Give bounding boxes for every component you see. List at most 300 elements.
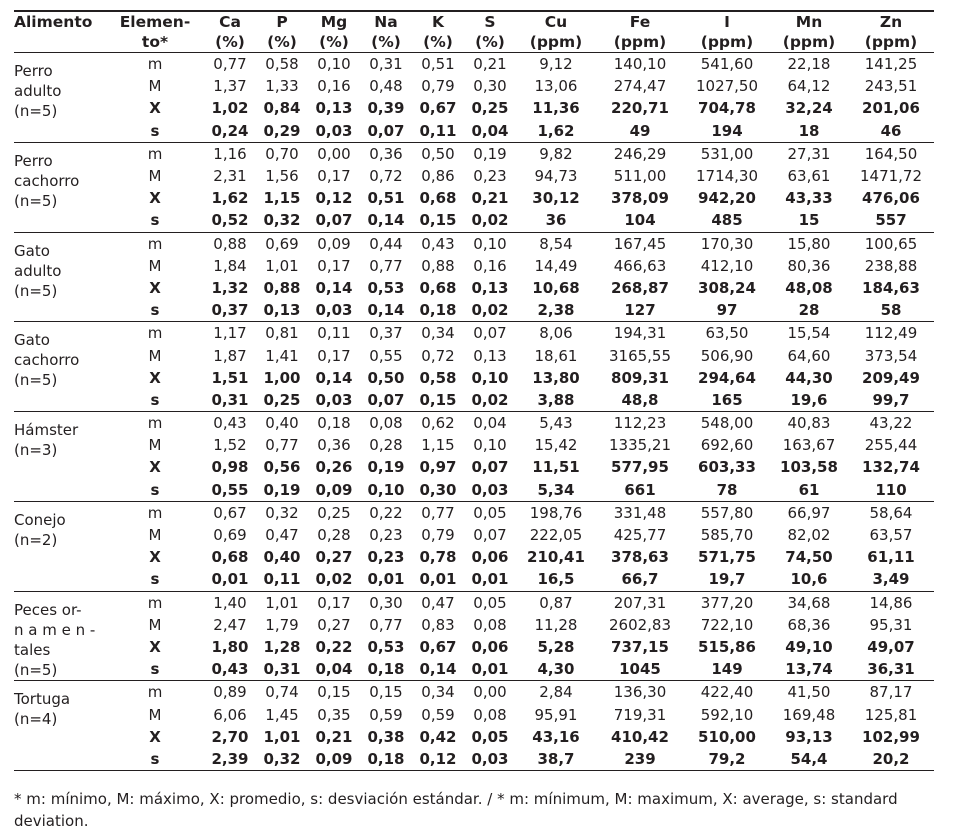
value-cell-na: 0,38 xyxy=(367,727,405,746)
value-cell-mn: 66,97 xyxy=(787,503,831,522)
value-cell-mg: 0,26 xyxy=(315,458,353,477)
value-cell-na: 0,53 xyxy=(367,278,405,297)
value-cell-fe: 220,71 xyxy=(611,99,669,118)
value-cell-k: 0,18 xyxy=(419,301,457,320)
value-cell-zn: 255,44 xyxy=(864,436,918,455)
value-cell-s: 0,04 xyxy=(471,121,509,140)
value-cell-i: 557,80 xyxy=(700,503,754,522)
value-cell-p: 1,56 xyxy=(265,167,299,186)
value-cell-cu: 38,7 xyxy=(537,749,575,768)
value-cell-mg: 0,15 xyxy=(317,683,351,702)
value-cell-k: 0,79 xyxy=(421,77,455,96)
value-cell-s: 0,07 xyxy=(471,458,509,477)
value-cell-s: 0,10 xyxy=(473,436,507,455)
value-cell-ca: 2,31 xyxy=(213,167,247,186)
value-cell-ca: 0,37 xyxy=(211,301,249,320)
table-row xyxy=(14,568,934,591)
value-cell-s: 0,19 xyxy=(473,144,507,163)
value-cell-s: 0,04 xyxy=(473,414,507,433)
value-cell-ca: 0,43 xyxy=(213,414,247,433)
food-name-line: Peces or- xyxy=(14,600,82,619)
value-cell-mg: 0,09 xyxy=(315,749,353,768)
value-cell-ca: 0,55 xyxy=(211,480,249,499)
value-cell-mn: 15 xyxy=(798,211,820,230)
value-cell-i: 294,64 xyxy=(698,368,756,387)
value-cell-na: 0,08 xyxy=(369,414,403,433)
value-cell-cu: 1,62 xyxy=(537,121,575,140)
value-cell-mg: 0,02 xyxy=(315,570,353,589)
element-cell: s xyxy=(150,660,160,679)
value-cell-s: 0,06 xyxy=(471,637,509,656)
value-cell-s: 0,07 xyxy=(473,324,507,343)
value-cell-s: 0,07 xyxy=(473,526,507,545)
value-cell-s: 0,05 xyxy=(473,593,507,612)
element-cell: M xyxy=(148,77,162,96)
value-cell-cu: 2,84 xyxy=(539,683,573,702)
value-cell-mg: 0,21 xyxy=(315,727,353,746)
value-cell-s: 0,00 xyxy=(473,683,507,702)
value-cell-k: 0,30 xyxy=(419,480,457,499)
value-cell-fe: 809,31 xyxy=(611,368,669,387)
value-cell-zn: 201,06 xyxy=(862,99,920,118)
element-cell: m xyxy=(147,234,163,253)
value-cell-p: 0,74 xyxy=(265,683,299,702)
value-cell-i: 1027,50 xyxy=(695,77,759,96)
value-cell-cu: 18,61 xyxy=(534,346,578,365)
value-cell-s: 0,05 xyxy=(471,727,509,746)
value-cell-cu: 11,51 xyxy=(532,458,580,477)
value-cell-mg: 0,04 xyxy=(315,660,353,679)
value-cell-na: 0,14 xyxy=(367,211,405,230)
value-cell-cu: 5,34 xyxy=(537,480,575,499)
element-cell: M xyxy=(148,346,162,365)
value-cell-fe: 207,31 xyxy=(613,593,667,612)
element-cell: m xyxy=(147,55,163,74)
food-name-line: (n=5) xyxy=(14,102,58,120)
value-cell-s: 0,21 xyxy=(473,55,507,74)
food-name-line: tales xyxy=(14,640,51,659)
table-row xyxy=(14,412,934,435)
table-row xyxy=(14,636,934,658)
value-cell-k: 0,72 xyxy=(421,346,455,365)
value-cell-cu: 5,28 xyxy=(537,637,575,656)
value-cell-na: 0,59 xyxy=(369,705,403,724)
value-cell-zn: 1471,72 xyxy=(859,167,923,186)
table-row xyxy=(14,389,934,412)
table-row xyxy=(14,703,934,725)
value-cell-fe: 167,45 xyxy=(613,234,667,253)
value-cell-cu: 3,88 xyxy=(537,390,575,409)
value-cell-p: 1,41 xyxy=(265,346,299,365)
value-cell-ca: 1,16 xyxy=(213,144,247,163)
value-cell-ca: 0,77 xyxy=(213,55,247,74)
value-cell-mn: 10,6 xyxy=(790,570,828,589)
element-cell: s xyxy=(150,301,160,320)
value-cell-cu: 9,82 xyxy=(539,144,573,163)
value-cell-cu: 10,68 xyxy=(532,278,580,297)
value-cell-cu: 198,76 xyxy=(529,503,583,522)
value-cell-ca: 1,62 xyxy=(211,189,249,208)
value-cell-fe: 246,29 xyxy=(613,144,667,163)
element-cell: m xyxy=(147,324,163,343)
value-cell-mn: 54,4 xyxy=(790,749,828,768)
value-cell-mg: 0,00 xyxy=(317,144,351,163)
value-cell-zn: 141,25 xyxy=(864,55,918,74)
element-cell: M xyxy=(148,705,162,724)
element-cell: X xyxy=(149,99,161,118)
value-cell-s: 0,03 xyxy=(471,480,509,499)
table-row xyxy=(14,120,934,143)
header-food: Alimento xyxy=(14,13,93,31)
value-cell-k: 0,83 xyxy=(421,615,455,634)
value-cell-mn: 48,08 xyxy=(785,278,833,297)
value-cell-k: 0,86 xyxy=(421,167,455,186)
value-cell-mn: 28 xyxy=(798,301,820,320)
value-cell-cu: 2,38 xyxy=(537,301,575,320)
value-cell-ca: 1,40 xyxy=(213,593,247,612)
value-cell-s: 0,05 xyxy=(473,503,507,522)
value-cell-fe: 425,77 xyxy=(613,526,667,545)
food-name-line: Perro xyxy=(14,62,53,80)
value-cell-mg: 0,35 xyxy=(317,705,351,724)
value-cell-p: 0,56 xyxy=(263,458,301,477)
value-cell-mg: 0,17 xyxy=(317,593,351,612)
value-cell-s: 0,13 xyxy=(471,278,509,297)
table-row xyxy=(14,726,934,748)
value-cell-cu: 0,87 xyxy=(539,593,573,612)
value-cell-zn: 87,17 xyxy=(869,683,913,702)
value-cell-mn: 34,68 xyxy=(787,593,831,612)
value-cell-mg: 0,16 xyxy=(317,77,351,96)
value-cell-ca: 0,43 xyxy=(211,660,249,679)
table-row xyxy=(14,681,934,704)
value-cell-mg: 0,09 xyxy=(315,480,353,499)
value-cell-i: 412,10 xyxy=(700,256,754,275)
value-cell-i: 78 xyxy=(716,480,738,499)
table-body xyxy=(14,53,934,771)
value-cell-k: 0,77 xyxy=(421,503,455,522)
value-cell-fe: 112,23 xyxy=(613,414,667,433)
value-cell-cu: 5,43 xyxy=(539,414,573,433)
table-row xyxy=(14,232,934,255)
table-row xyxy=(14,53,934,76)
food-name-line: Gato xyxy=(14,331,50,350)
value-cell-k: 0,15 xyxy=(419,211,457,230)
value-cell-k: 0,01 xyxy=(419,570,457,589)
value-cell-ca: 1,84 xyxy=(213,256,247,275)
value-cell-s: 0,02 xyxy=(471,301,509,320)
value-cell-na: 0,39 xyxy=(367,99,405,118)
element-cell: s xyxy=(150,480,160,499)
value-cell-na: 0,18 xyxy=(367,660,405,679)
food-name-line: Tortuga xyxy=(14,690,71,709)
value-cell-ca: 1,02 xyxy=(211,99,249,118)
value-cell-mg: 0,22 xyxy=(315,637,353,656)
value-cell-ca: 0,68 xyxy=(211,548,249,567)
value-cell-cu: 95,91 xyxy=(534,705,578,724)
element-cell: m xyxy=(147,593,163,612)
value-cell-p: 1,01 xyxy=(263,727,301,746)
value-cell-p: 0,58 xyxy=(265,55,299,74)
value-cell-zn: 132,74 xyxy=(862,458,920,477)
table-row xyxy=(14,614,934,636)
value-cell-na: 0,77 xyxy=(369,256,403,275)
value-cell-zn: 373,54 xyxy=(864,346,918,365)
table-row xyxy=(14,546,934,568)
value-cell-cu: 13,06 xyxy=(534,77,578,96)
value-cell-zn: 557 xyxy=(875,211,907,230)
value-cell-fe: 410,42 xyxy=(611,727,669,746)
value-cell-i: 63,50 xyxy=(705,324,749,343)
mineral-table-container xyxy=(14,10,934,771)
value-cell-mn: 68,36 xyxy=(787,615,831,634)
value-cell-mn: 61 xyxy=(798,480,820,499)
value-cell-p: 1,01 xyxy=(265,593,299,612)
value-cell-na: 0,23 xyxy=(369,526,403,545)
element-cell: M xyxy=(148,256,162,275)
value-cell-i: 485 xyxy=(711,211,743,230)
element-cell: s xyxy=(150,211,160,230)
food-name-cell xyxy=(14,322,106,412)
value-cell-i: 19,7 xyxy=(708,570,746,589)
value-cell-zn: 95,31 xyxy=(869,615,913,634)
value-cell-mg: 0,14 xyxy=(315,278,353,297)
value-cell-mn: 163,67 xyxy=(782,436,836,455)
food-name-line: (n=5) xyxy=(14,281,58,300)
value-cell-mn: 64,60 xyxy=(787,346,831,365)
element-cell: X xyxy=(149,458,161,477)
value-cell-s: 0,23 xyxy=(473,167,507,186)
value-cell-mn: 13,74 xyxy=(785,660,833,679)
value-cell-fe: 66,7 xyxy=(621,570,659,589)
value-cell-k: 0,12 xyxy=(419,749,457,768)
food-name-line: Perro xyxy=(14,151,53,170)
table-row xyxy=(14,367,934,389)
table-row xyxy=(14,344,934,366)
value-cell-p: 1,00 xyxy=(263,368,301,387)
value-cell-na: 0,44 xyxy=(369,234,403,253)
value-cell-ca: 0,52 xyxy=(211,211,249,230)
table-row xyxy=(14,479,934,502)
value-cell-na: 0,53 xyxy=(367,637,405,656)
food-name-line: (n=5) xyxy=(14,191,58,210)
value-cell-ca: 1,32 xyxy=(211,278,249,297)
value-cell-ca: 0,24 xyxy=(211,121,249,140)
value-cell-mg: 0,11 xyxy=(317,324,351,343)
value-cell-p: 0,88 xyxy=(263,278,301,297)
value-cell-ca: 1,87 xyxy=(213,346,247,365)
value-cell-fe: 331,48 xyxy=(613,503,667,522)
value-cell-na: 0,48 xyxy=(369,77,403,96)
value-cell-s: 0,08 xyxy=(473,705,507,724)
value-cell-cu: 16,5 xyxy=(537,570,575,589)
value-cell-i: 515,86 xyxy=(698,637,756,656)
value-cell-i: 592,10 xyxy=(700,705,754,724)
value-cell-fe: 268,87 xyxy=(611,278,669,297)
element-cell: m xyxy=(147,683,163,702)
value-cell-fe: 194,31 xyxy=(613,324,667,343)
value-cell-mg: 0,27 xyxy=(317,615,351,634)
value-cell-p: 0,69 xyxy=(265,234,299,253)
element-cell: s xyxy=(150,749,160,768)
value-cell-zn: 209,49 xyxy=(862,368,920,387)
value-cell-mg: 0,14 xyxy=(315,368,353,387)
value-cell-k: 0,42 xyxy=(419,727,457,746)
value-cell-fe: 511,00 xyxy=(613,167,667,186)
value-cell-i: 97 xyxy=(716,301,738,320)
value-cell-zn: 100,65 xyxy=(864,234,918,253)
value-cell-mn: 15,54 xyxy=(787,324,831,343)
value-cell-zn: 61,11 xyxy=(867,548,915,567)
value-cell-mn: 49,10 xyxy=(785,637,833,656)
food-name-line: n a m e n - xyxy=(14,620,96,639)
value-cell-fe: 661 xyxy=(624,480,656,499)
header-ca: Ca (%) xyxy=(215,13,245,51)
value-cell-k: 1,15 xyxy=(421,436,455,455)
value-cell-ca: 0,88 xyxy=(213,234,247,253)
value-cell-fe: 1335,21 xyxy=(608,436,672,455)
value-cell-p: 1,33 xyxy=(265,77,299,96)
value-cell-mn: 44,30 xyxy=(785,368,833,387)
value-cell-na: 0,30 xyxy=(369,593,403,612)
header-i: I (ppm) xyxy=(700,13,754,51)
element-cell: m xyxy=(147,414,163,433)
value-cell-k: 0,68 xyxy=(419,189,457,208)
value-cell-s: 0,03 xyxy=(471,749,509,768)
value-cell-mn: 32,24 xyxy=(785,99,833,118)
value-cell-cu: 36 xyxy=(545,211,567,230)
table-header-row xyxy=(14,11,934,53)
value-cell-ca: 0,01 xyxy=(211,570,249,589)
value-cell-s: 0,02 xyxy=(471,390,509,409)
value-cell-mn: 19,6 xyxy=(790,390,828,409)
value-cell-i: 506,90 xyxy=(700,346,754,365)
table-row xyxy=(14,277,934,299)
value-cell-k: 0,58 xyxy=(419,368,457,387)
value-cell-cu: 4,30 xyxy=(537,660,575,679)
food-name-line: (n=5) xyxy=(14,371,58,390)
header-p: P (%) xyxy=(267,13,297,51)
value-cell-fe: 719,31 xyxy=(613,705,667,724)
value-cell-k: 0,14 xyxy=(419,660,457,679)
value-cell-cu: 8,06 xyxy=(539,324,573,343)
element-cell: m xyxy=(147,144,163,163)
value-cell-fe: 577,95 xyxy=(611,458,669,477)
value-cell-s: 0,01 xyxy=(471,570,509,589)
value-cell-p: 0,40 xyxy=(263,548,301,567)
value-cell-zn: 164,50 xyxy=(864,144,918,163)
value-cell-cu: 11,28 xyxy=(534,615,578,634)
value-cell-s: 0,30 xyxy=(473,77,507,96)
value-cell-cu: 30,12 xyxy=(532,189,580,208)
food-name-cell xyxy=(14,681,106,771)
value-cell-p: 0,47 xyxy=(265,526,299,545)
value-cell-mg: 0,18 xyxy=(317,414,351,433)
value-cell-p: 0,81 xyxy=(265,324,299,343)
value-cell-na: 0,77 xyxy=(369,615,403,634)
value-cell-i: 165 xyxy=(711,390,743,409)
value-cell-i: 194 xyxy=(711,121,743,140)
value-cell-na: 0,23 xyxy=(367,548,405,567)
value-cell-i: 377,20 xyxy=(700,593,754,612)
value-cell-zn: 43,22 xyxy=(869,414,913,433)
value-cell-i: 692,60 xyxy=(700,436,754,455)
value-cell-k: 0,79 xyxy=(421,526,455,545)
value-cell-p: 0,70 xyxy=(265,144,299,163)
value-cell-s: 0,13 xyxy=(473,346,507,365)
value-cell-k: 0,34 xyxy=(421,324,455,343)
value-cell-ca: 1,37 xyxy=(213,77,247,96)
value-cell-i: 722,10 xyxy=(700,615,754,634)
value-cell-s: 0,16 xyxy=(473,256,507,275)
value-cell-zn: 125,81 xyxy=(864,705,918,724)
food-name-line: (n=4) xyxy=(14,710,58,729)
value-cell-mn: 82,02 xyxy=(787,526,831,545)
value-cell-s: 0,10 xyxy=(473,234,507,253)
value-cell-p: 1,28 xyxy=(263,637,301,656)
value-cell-fe: 48,8 xyxy=(621,390,659,409)
value-cell-zn: 58,64 xyxy=(869,503,913,522)
food-name-line: adulto xyxy=(14,261,62,280)
value-cell-k: 0,88 xyxy=(421,256,455,275)
element-cell: s xyxy=(150,121,160,140)
value-cell-p: 0,31 xyxy=(263,660,301,679)
value-cell-fe: 2602,83 xyxy=(608,615,672,634)
value-cell-fe: 3165,55 xyxy=(608,346,672,365)
value-cell-cu: 222,05 xyxy=(529,526,583,545)
table-row xyxy=(14,658,934,681)
value-cell-mg: 0,36 xyxy=(317,436,351,455)
value-cell-i: 704,78 xyxy=(698,99,756,118)
value-cell-zn: 63,57 xyxy=(869,526,913,545)
element-cell: s xyxy=(150,570,160,589)
value-cell-cu: 43,16 xyxy=(532,727,580,746)
value-cell-s: 0,10 xyxy=(471,368,509,387)
value-cell-zn: 3,49 xyxy=(872,570,910,589)
value-cell-mg: 0,17 xyxy=(317,256,351,275)
value-cell-cu: 9,12 xyxy=(539,55,573,74)
value-cell-mn: 169,48 xyxy=(782,705,836,724)
value-cell-na: 0,31 xyxy=(369,55,403,74)
value-cell-i: 603,33 xyxy=(698,458,756,477)
element-cell: X xyxy=(149,637,161,656)
value-cell-fe: 737,15 xyxy=(611,637,669,656)
value-cell-mg: 0,13 xyxy=(315,99,353,118)
value-cell-p: 0,32 xyxy=(263,749,301,768)
food-name-line: adulto xyxy=(14,82,62,100)
value-cell-cu: 210,41 xyxy=(527,548,585,567)
value-cell-mg: 0,03 xyxy=(315,121,353,140)
value-cell-s: 0,06 xyxy=(471,548,509,567)
value-cell-zn: 99,7 xyxy=(872,390,910,409)
value-cell-mg: 0,12 xyxy=(315,189,353,208)
value-cell-k: 0,68 xyxy=(419,278,457,297)
value-cell-na: 0,10 xyxy=(367,480,405,499)
header-k: K (%) xyxy=(423,13,453,51)
food-name-line: (n=2) xyxy=(14,530,58,549)
value-cell-mn: 41,50 xyxy=(787,683,831,702)
element-cell: M xyxy=(148,526,162,545)
value-cell-mn: 18 xyxy=(798,121,820,140)
value-cell-p: 1,15 xyxy=(263,189,301,208)
value-cell-na: 0,07 xyxy=(367,390,405,409)
value-cell-mg: 0,17 xyxy=(317,167,351,186)
food-name-cell xyxy=(14,53,106,143)
table-row xyxy=(14,299,934,322)
value-cell-s: 0,25 xyxy=(471,99,509,118)
value-cell-zn: 20,2 xyxy=(872,749,910,768)
value-cell-fe: 127 xyxy=(624,301,656,320)
